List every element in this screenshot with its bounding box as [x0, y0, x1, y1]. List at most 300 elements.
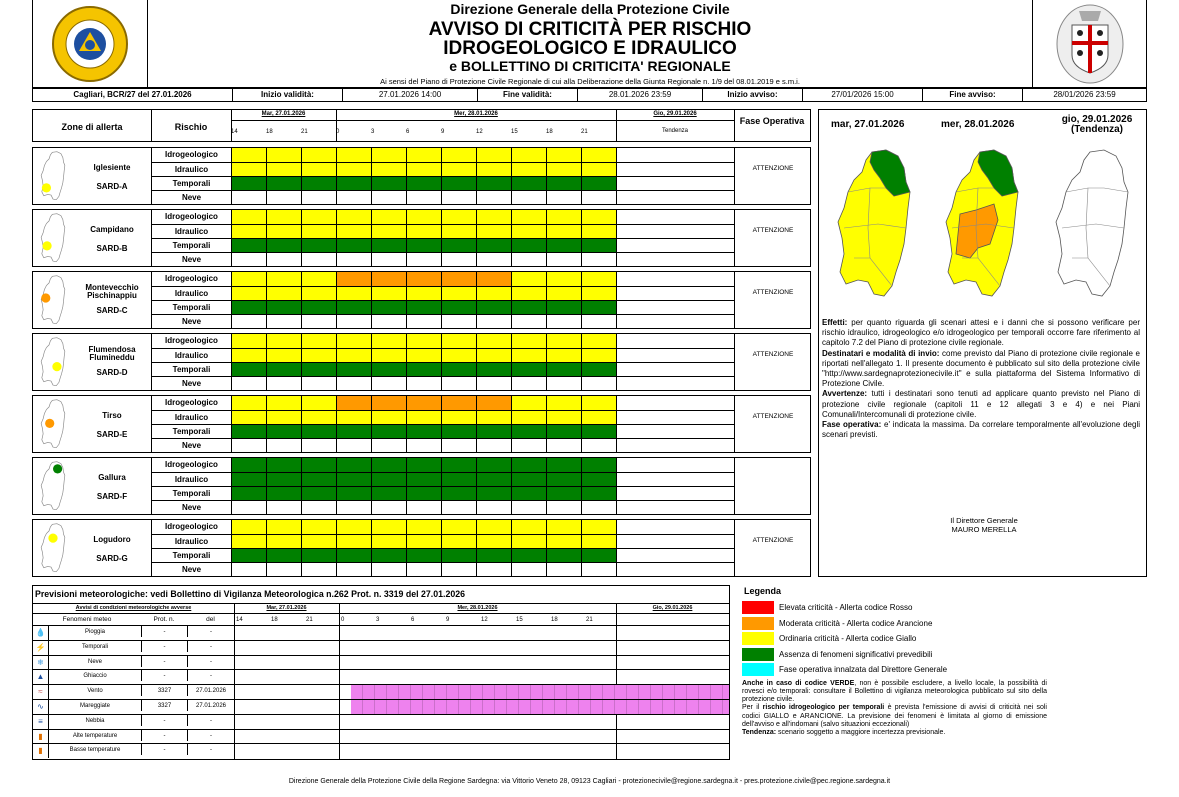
- col-risk-header: Rischio: [174, 122, 208, 132]
- meteo-prot: -: [141, 641, 187, 652]
- meteo-phenomenon: Nebbia: [85, 717, 105, 724]
- legend-item: [742, 631, 1052, 647]
- map-day1: [834, 148, 914, 300]
- risk-cell: [407, 191, 442, 204]
- risk-cell: [442, 163, 477, 176]
- tendency-cell: [617, 520, 734, 534]
- meteo-del: -: [187, 656, 234, 667]
- risk-cell: [407, 520, 442, 534]
- risk-cell: [302, 191, 337, 204]
- meteo-prot: -: [141, 656, 187, 667]
- risk-cell: [302, 148, 337, 162]
- risk-cell: [407, 334, 442, 348]
- meteo-hour-label: 21: [306, 617, 313, 623]
- risk-cell: [477, 439, 512, 452]
- risk-cell: [407, 148, 442, 162]
- risk-cell: [267, 473, 302, 486]
- risk-cell: [302, 301, 337, 314]
- risk-cell: [442, 411, 477, 424]
- zone-name: Logudoro: [93, 535, 131, 544]
- zone-phase: ATTENZIONE: [752, 351, 794, 358]
- risk-cell: [407, 487, 442, 500]
- risk-cell: [582, 349, 617, 362]
- risk-cell: [477, 487, 512, 500]
- hour-label: 18: [266, 129, 273, 135]
- risk-cell: [582, 501, 617, 514]
- risk-row: [232, 486, 734, 500]
- risk-cell: [512, 191, 547, 204]
- zone-mini-map-icon: [36, 461, 70, 511]
- risk-cell: [582, 177, 617, 190]
- meteo-row: [33, 714, 729, 729]
- hour-label: 21: [581, 129, 588, 135]
- risk-cell: [372, 563, 407, 576]
- risk-cell: [337, 301, 372, 314]
- avvertenze-text: tutti i destinatari sono tenuti ad applicare quanto previsto nel Piano di protezione civile regionale (capitoli 11 e 12 allegati 3 e 4) e nei Piani Comunali/Intercomunali di protezione civile.: [822, 389, 1140, 419]
- meteo-row: [33, 699, 729, 714]
- risk-row: [232, 410, 734, 424]
- meteo-col-del: del: [206, 616, 215, 623]
- hot-icon: ▮: [33, 730, 49, 744]
- risk-cell: [337, 520, 372, 534]
- risk-cell: [232, 473, 267, 486]
- title-line-2: IDROGEOLOGICO E IDRAULICO: [443, 38, 737, 59]
- validity-start: 27.01.2026 14:00: [343, 89, 478, 101]
- risk-cell: [302, 253, 337, 266]
- risk-cell: [547, 177, 582, 190]
- risk-cell: [267, 535, 302, 548]
- legend-label: Ordinaria criticità - Allerta codice Giallo: [779, 634, 917, 644]
- risk-cell: [582, 253, 617, 266]
- meteo-prot: -: [141, 744, 187, 755]
- risk-cell: [442, 272, 477, 286]
- legend-note1: , non è possibile escludere, a livello locale, la possibilità di rovesci e/o temporali: consultare il Bollettino di vigilanza meteorologica pubblicato sul sito della protezione civile.: [742, 679, 1047, 704]
- risk-type-label: Idrogeologico: [165, 274, 218, 283]
- risk-cell: [442, 363, 477, 376]
- risk-row: [232, 424, 734, 438]
- meteo-del: -: [187, 744, 234, 755]
- risk-row: [232, 376, 734, 390]
- risk-cell: [477, 191, 512, 204]
- meteo-hour-label: 21: [586, 617, 593, 623]
- risk-cell: [407, 535, 442, 548]
- risk-cell: [512, 487, 547, 500]
- risk-cell: [337, 501, 372, 514]
- risk-cell: [407, 163, 442, 176]
- header: [32, 0, 1147, 88]
- risk-cell: [477, 535, 512, 548]
- risk-cell: [267, 191, 302, 204]
- notes-text: [822, 318, 1140, 440]
- risk-cell: [372, 520, 407, 534]
- notice-start-label: Inizio avviso:: [703, 89, 803, 101]
- risk-cell: [372, 301, 407, 314]
- risk-cell: [267, 501, 302, 514]
- risk-cell: [407, 287, 442, 300]
- zone-mini-map-icon: [36, 213, 70, 263]
- map-day3: [1052, 148, 1132, 300]
- hour-label: 18: [546, 129, 553, 135]
- day2-header: Mer, 28.01.2026: [454, 111, 498, 117]
- meteo-del: -: [187, 715, 234, 726]
- risk-cell: [477, 458, 512, 472]
- risk-cell: [372, 253, 407, 266]
- effetti-text: per quanto riguarda gli scenari attesi e i danni che si possono verificare per rischio idraulico, idrogeologico e/o idrogeologico per temporali occorre fare riferimento al capitolo 7.2 del Piano di protezione civile regionale.: [822, 318, 1140, 348]
- effetti-label: Effetti:: [822, 318, 848, 327]
- tendency-header: Tendenza: [661, 128, 689, 134]
- risk-cell: [407, 301, 442, 314]
- meteo-phenomenon: Basse temperature: [69, 747, 121, 754]
- hour-label: 21: [301, 129, 308, 135]
- risk-cell: [442, 334, 477, 348]
- risk-cell: [302, 334, 337, 348]
- risk-cell: [372, 210, 407, 224]
- risk-cell: [477, 363, 512, 376]
- zone-name: Tirso: [102, 411, 122, 420]
- risk-cell: [302, 363, 337, 376]
- tendency-cell: [617, 349, 734, 362]
- meteo-prot: -: [141, 730, 187, 741]
- zone-block: [32, 519, 811, 577]
- risk-cell: [337, 349, 372, 362]
- risk-cell: [547, 425, 582, 438]
- meteo-phenomenon: Neve: [87, 658, 102, 665]
- risk-cell: [582, 148, 617, 162]
- hour-label: 9: [441, 129, 445, 135]
- risk-cell: [267, 487, 302, 500]
- risk-cell: [442, 535, 477, 548]
- risk-cell: [512, 334, 547, 348]
- meteo-subheader: Avvisi di condizioni meteorologiche avverse: [75, 605, 192, 611]
- info-bar: [32, 88, 1147, 102]
- risk-cell: [372, 191, 407, 204]
- risk-cell: [582, 425, 617, 438]
- zone-block: [32, 457, 811, 515]
- risk-type-label: Idraulico: [152, 410, 231, 424]
- risk-cell: [337, 148, 372, 162]
- zone-name: Gallura: [98, 473, 126, 482]
- legal-reference: Ai sensi del Piano di Protezione Civile Regionale di cui alla Deliberazione della Giunta Regionale n. 1/9 del 08.01.2019 e s.m.i.: [380, 77, 800, 86]
- risk-cell: [407, 239, 442, 252]
- risk-cell: [267, 253, 302, 266]
- risk-cell: [512, 239, 547, 252]
- risk-cell: [512, 425, 547, 438]
- risk-cell: [337, 563, 372, 576]
- hour-label: 14: [231, 129, 238, 135]
- risk-cell: [582, 363, 617, 376]
- risk-cell: [547, 253, 582, 266]
- risk-row: [232, 300, 734, 314]
- zone-code: SARD-D: [96, 368, 128, 377]
- risk-cell: [512, 363, 547, 376]
- risk-cell: [372, 148, 407, 162]
- risk-cell: [372, 535, 407, 548]
- tendency-cell: [617, 396, 734, 410]
- risk-cell: [267, 334, 302, 348]
- risk-cell: [407, 349, 442, 362]
- risk-cell: [302, 535, 337, 548]
- risk-cell: [442, 210, 477, 224]
- map-day1-title: mar, 27.01.2026: [831, 119, 905, 130]
- risk-cell: [267, 377, 302, 390]
- risk-cell: [372, 163, 407, 176]
- risk-cell: [477, 287, 512, 300]
- risk-cell: [477, 210, 512, 224]
- risk-row: [232, 272, 734, 286]
- risk-cell: [232, 411, 267, 424]
- legend-note1-bold: Anche in caso di codice VERDE: [742, 679, 855, 687]
- risk-cell: [407, 501, 442, 514]
- risk-cell: [512, 411, 547, 424]
- risk-cell: [302, 177, 337, 190]
- logo-right: [1032, 0, 1147, 88]
- meteo-hour-label: 12: [481, 617, 488, 623]
- risk-cell: [582, 225, 617, 238]
- risk-cell: [547, 396, 582, 410]
- snow-icon: ❄: [33, 656, 49, 670]
- legend-item: [742, 662, 1052, 678]
- map-day2-title: mer, 28.01.2026: [941, 119, 1015, 130]
- tendency-cell: [617, 177, 734, 190]
- risk-cell: [337, 549, 372, 562]
- risk-type-label: Temporali: [152, 176, 231, 190]
- zone-code: SARD-F: [96, 492, 128, 501]
- risk-cell: [372, 349, 407, 362]
- risk-cell: [547, 501, 582, 514]
- hour-label: 3: [371, 129, 375, 135]
- legend-tendenza-label: Tendenza:: [742, 729, 777, 737]
- meteo-row: [33, 669, 729, 684]
- signature-title: Il Direttore Generale: [950, 516, 1018, 525]
- risk-cell: [442, 191, 477, 204]
- legend-swatch: [742, 601, 774, 614]
- risk-cell: [477, 253, 512, 266]
- risk-row: [232, 314, 734, 328]
- risk-row: [232, 176, 734, 190]
- risk-cell: [547, 163, 582, 176]
- risk-cell: [267, 411, 302, 424]
- risk-row: [232, 210, 734, 224]
- risk-cell: [582, 191, 617, 204]
- meteo-day2: Mer, 28.01.2026: [457, 605, 498, 611]
- day3-header: Gio, 29.01.2026: [653, 111, 697, 117]
- risk-row: [232, 224, 734, 238]
- tendency-cell: [617, 272, 734, 286]
- risk-cell: [302, 377, 337, 390]
- risk-cell: [372, 473, 407, 486]
- map-day3-title: gio, 29.01.2026: [1061, 114, 1133, 125]
- risk-cell: [547, 363, 582, 376]
- risk-cell: [442, 377, 477, 390]
- risk-type-label: Neve: [152, 252, 231, 266]
- risk-cell: [267, 563, 302, 576]
- risk-cell: [337, 163, 372, 176]
- risk-cell: [512, 501, 547, 514]
- risk-cell: [582, 377, 617, 390]
- risk-cell: [582, 239, 617, 252]
- risk-cell: [477, 239, 512, 252]
- zone-mini-map-icon: [36, 399, 70, 449]
- risk-cell: [267, 549, 302, 562]
- risk-cell: [442, 520, 477, 534]
- meteo-hour-label: 9: [446, 617, 450, 623]
- risk-cell: [547, 191, 582, 204]
- risk-row: [232, 500, 734, 514]
- zone-phase: ATTENZIONE: [752, 413, 794, 420]
- notice-start: 27/01/2026 15:00: [803, 89, 923, 101]
- meteo-col-prot: Prot. n.: [153, 616, 175, 623]
- risk-cell: [372, 425, 407, 438]
- risk-cell: [407, 396, 442, 410]
- risk-type-label: Temporali: [152, 362, 231, 376]
- risk-cell: [442, 148, 477, 162]
- risk-cell: [407, 272, 442, 286]
- meteo-title: Previsioni meteorologiche: vedi Bollettino di Vigilanza Meteorologica n.262 Prot. n. 3319 del 27.01.2026: [35, 589, 466, 599]
- meteo-phenomenon: Ghiaccio: [83, 673, 107, 680]
- risk-cell: [302, 549, 337, 562]
- risk-cell: [337, 315, 372, 328]
- risk-cell: [302, 487, 337, 500]
- risk-cell: [582, 487, 617, 500]
- risk-cell: [407, 315, 442, 328]
- risk-type-label: Idraulico: [152, 472, 231, 486]
- risk-cell: [337, 177, 372, 190]
- risk-type-label: Idraulico: [152, 348, 231, 362]
- meteo-row: [33, 684, 729, 699]
- legend-tendenza: scenario soggetto a maggiore incertezza previsionale.: [776, 729, 946, 737]
- risk-cell: [442, 239, 477, 252]
- risk-cell: [337, 363, 372, 376]
- risk-row: [232, 162, 734, 176]
- risk-row: [232, 562, 734, 576]
- risk-cell: [407, 363, 442, 376]
- risk-row: [232, 472, 734, 486]
- risk-cell: [547, 520, 582, 534]
- risk-cell: [442, 301, 477, 314]
- zone-mini-map-icon: [36, 275, 70, 325]
- risk-cell: [582, 563, 617, 576]
- risk-cell: [232, 253, 267, 266]
- legend-note2-bold: rischio idrogeologico per temporali: [762, 704, 885, 712]
- risk-row: [232, 438, 734, 452]
- risk-cell: [267, 239, 302, 252]
- meteo-row: [33, 625, 729, 640]
- risk-row: [232, 520, 734, 534]
- risk-cell: [547, 287, 582, 300]
- risk-type-label: Temporali: [152, 300, 231, 314]
- risk-cell: [442, 287, 477, 300]
- risk-cell: [372, 549, 407, 562]
- meteo-hour-label: 14: [236, 617, 243, 623]
- risk-row: [232, 238, 734, 252]
- risk-cell: [547, 377, 582, 390]
- risk-cell: [442, 439, 477, 452]
- risk-cell: [232, 239, 267, 252]
- risk-cell: [232, 301, 267, 314]
- risk-cell: [372, 363, 407, 376]
- risk-type-label: Idraulico: [152, 286, 231, 300]
- risk-cell: [337, 287, 372, 300]
- risk-cell: [267, 163, 302, 176]
- risk-cell: [547, 315, 582, 328]
- risk-cell: [302, 225, 337, 238]
- map-day2: [942, 148, 1022, 300]
- legend-note2-prefix: Per il: [742, 704, 763, 712]
- risk-cell: [302, 563, 337, 576]
- risk-cell: [442, 549, 477, 562]
- meteo-day1: Mar, 27.01.2026: [266, 605, 307, 611]
- notice-end-label: Fine avviso:: [923, 89, 1023, 101]
- risk-cell: [477, 163, 512, 176]
- risk-type-label: Neve: [152, 376, 231, 390]
- risk-cell: [302, 349, 337, 362]
- risk-cell: [512, 563, 547, 576]
- risk-cell: [582, 535, 617, 548]
- risk-cell: [372, 287, 407, 300]
- legend-label: Fase operativa innalzata dal Direttore Generale: [779, 665, 948, 675]
- risk-cell: [512, 520, 547, 534]
- tendency-cell: [617, 439, 734, 452]
- risk-row: [232, 148, 734, 162]
- table-header: [32, 109, 811, 142]
- hour-label: 15: [511, 129, 518, 135]
- risk-cell: [512, 177, 547, 190]
- risk-cell: [302, 439, 337, 452]
- risk-cell: [407, 177, 442, 190]
- meteo-col-phen: Fenomeni meteo: [62, 616, 112, 623]
- risk-cell: [267, 425, 302, 438]
- risk-cell: [512, 349, 547, 362]
- risk-cell: [337, 425, 372, 438]
- risk-cell: [547, 225, 582, 238]
- signature-name: MAURO MERELLA: [951, 525, 1017, 534]
- zone-code: SARD-G: [96, 554, 128, 563]
- meteo-prot: -: [141, 626, 187, 637]
- zone-block: [32, 147, 811, 205]
- risk-cell: [512, 535, 547, 548]
- risk-cell: [337, 210, 372, 224]
- fase-text: e' indicata la massima. Da correlare temporalmente all'evoluzione degli scenari previsti.: [822, 420, 1141, 440]
- risk-cell: [337, 473, 372, 486]
- risk-cell: [267, 301, 302, 314]
- risk-cell: [512, 458, 547, 472]
- risk-cell: [477, 563, 512, 576]
- risk-cell: [582, 272, 617, 286]
- tendency-cell: [617, 253, 734, 266]
- risk-cell: [582, 458, 617, 472]
- meteo-prot: -: [141, 715, 187, 726]
- risk-cell: [232, 334, 267, 348]
- risk-cell: [547, 301, 582, 314]
- map-day3-sub: (Tendenza): [1070, 124, 1124, 135]
- meteo-prot: -: [141, 670, 187, 681]
- risk-cell: [337, 225, 372, 238]
- risk-cell: [512, 163, 547, 176]
- col-zone-header: Zone di allerta: [61, 122, 123, 132]
- tendency-cell: [617, 363, 734, 376]
- risk-type-label: Neve: [152, 190, 231, 204]
- meteo-phenomenon: Alte temperature: [72, 732, 118, 739]
- tendency-cell: [617, 148, 734, 162]
- risk-cell: [407, 439, 442, 452]
- zone-phase: ATTENZIONE: [752, 165, 794, 172]
- risk-cell: [442, 253, 477, 266]
- risk-cell: [232, 148, 267, 162]
- risk-cell: [512, 301, 547, 314]
- zone-block: [32, 395, 811, 453]
- risk-cell: [337, 458, 372, 472]
- risk-cell: [547, 349, 582, 362]
